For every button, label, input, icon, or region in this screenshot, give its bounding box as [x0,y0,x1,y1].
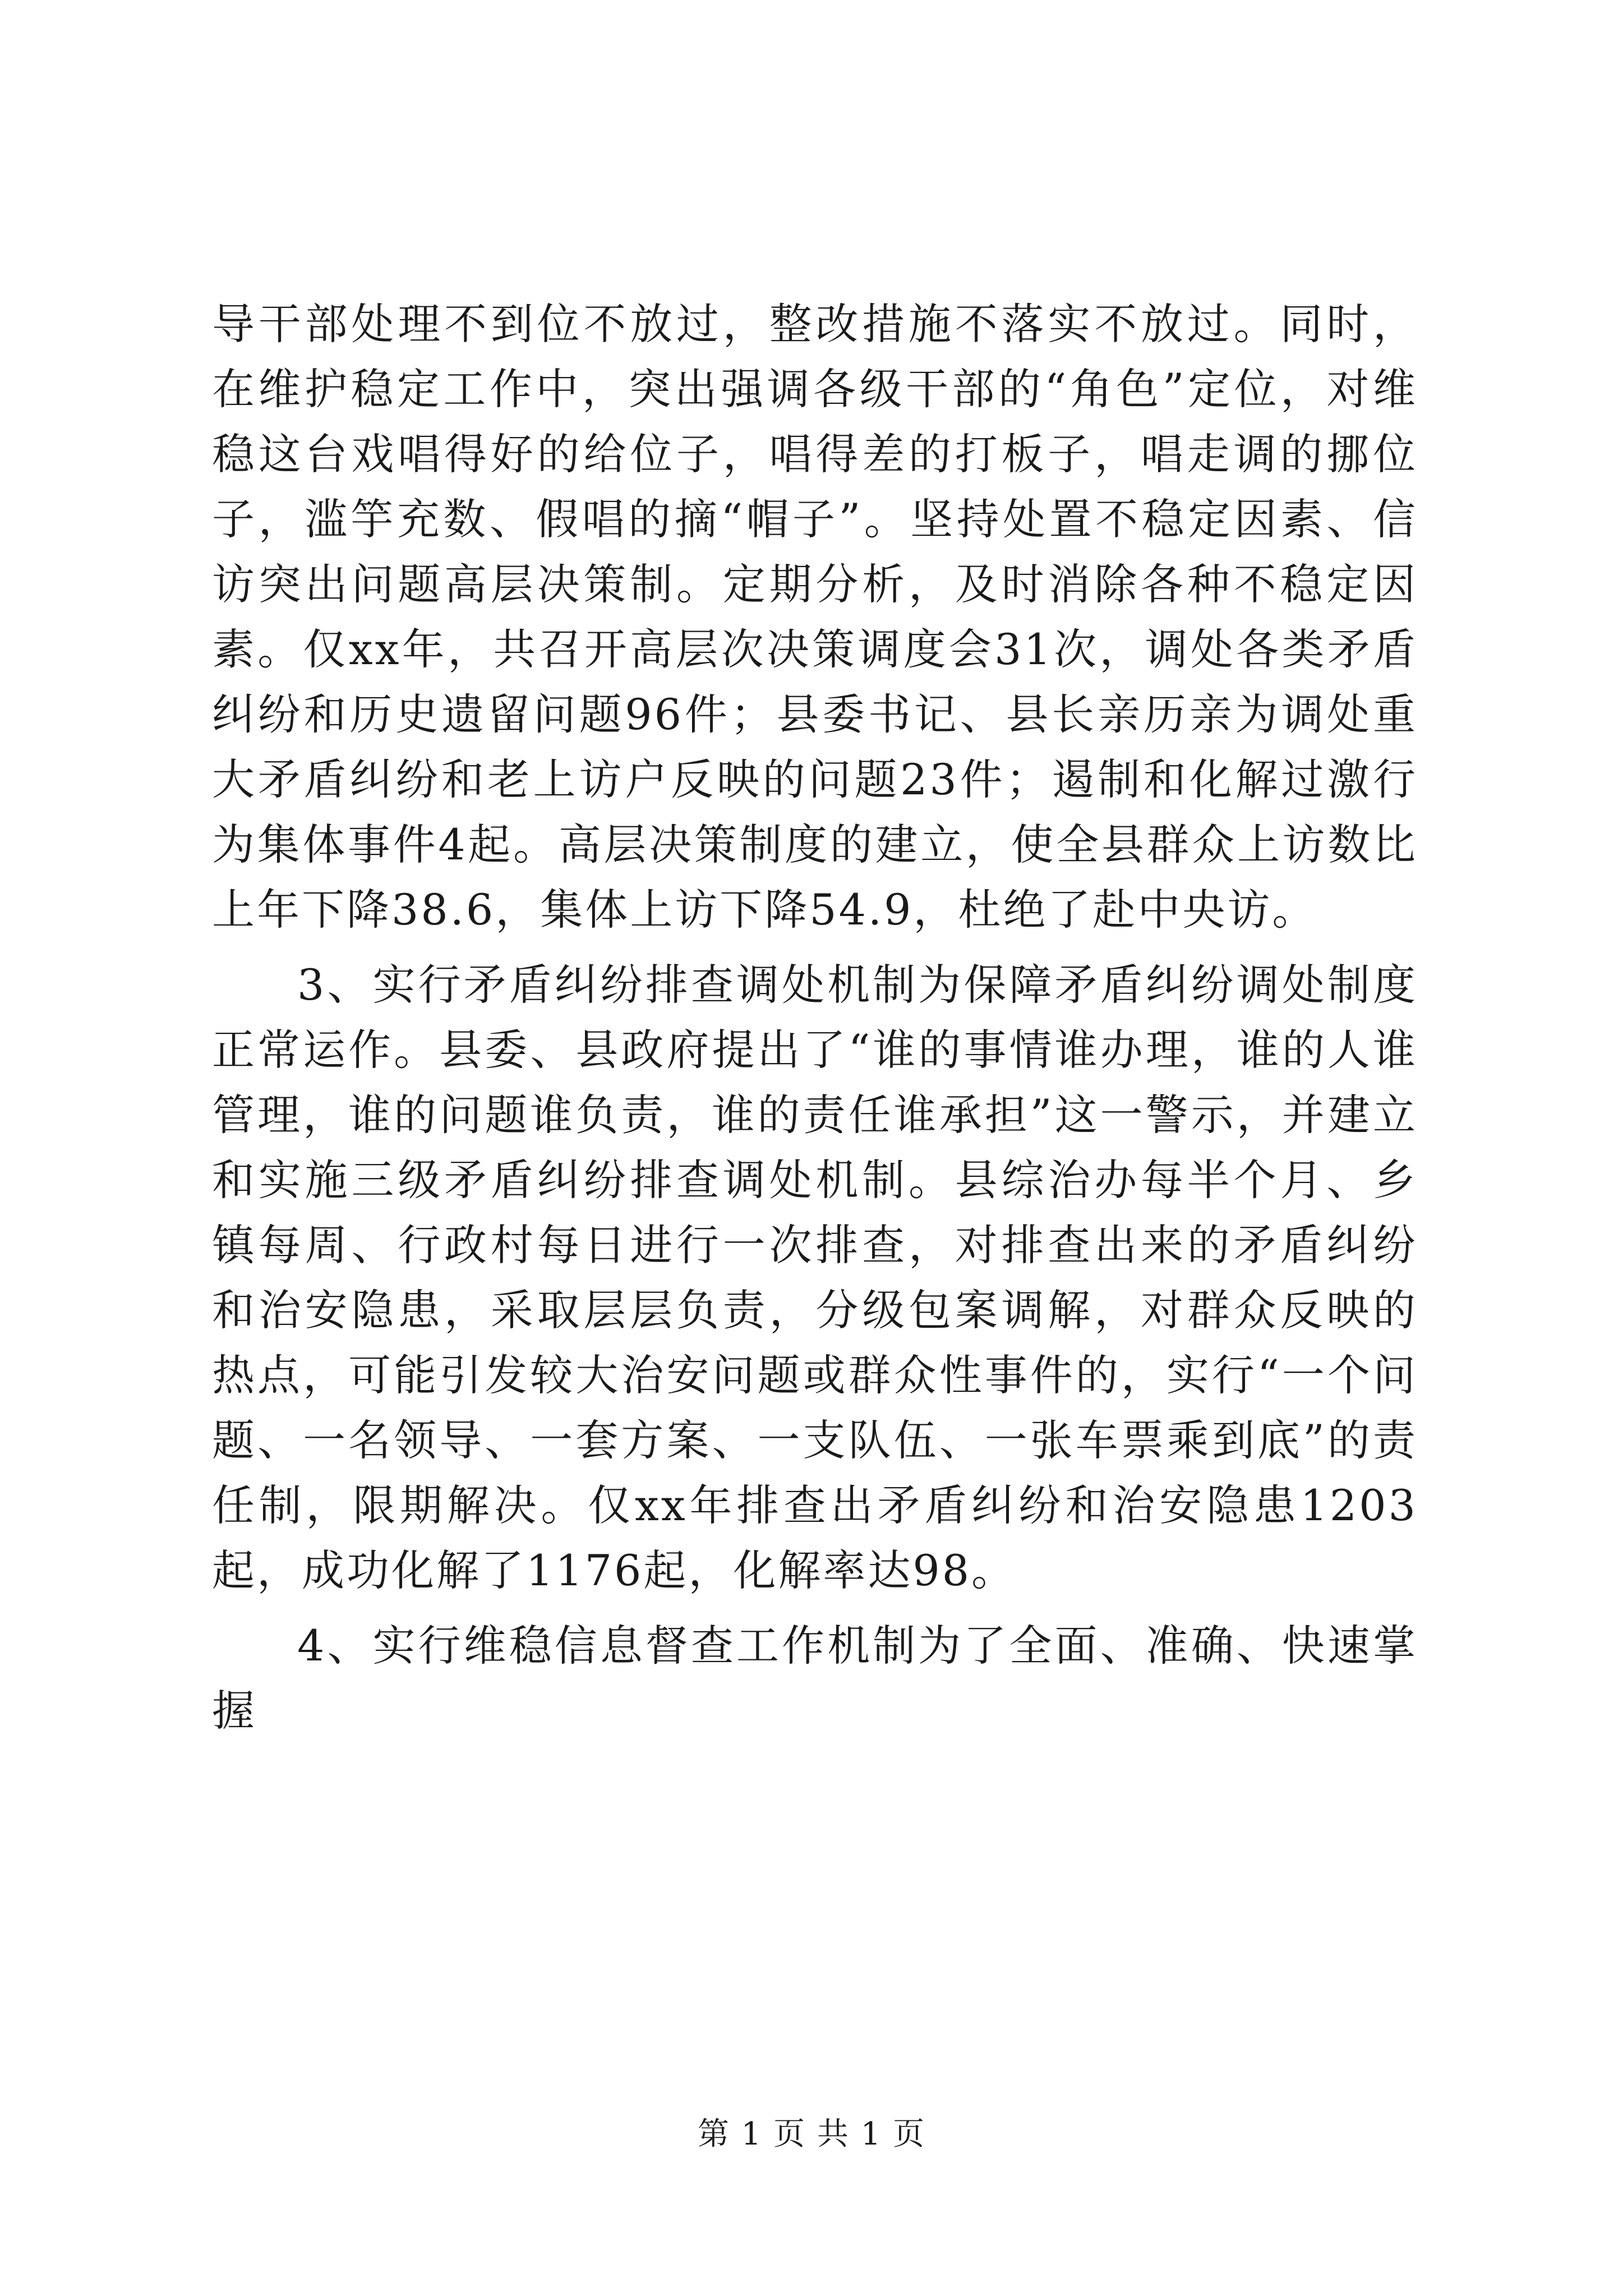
page-number-label: 第 1 页 共 1 页 [697,2116,926,2152]
paragraph: 4、实行维稳信息督查工作机制为了全面、准确、快速掌握 [212,1621,1418,1736]
page-footer [0,2115,1623,2154]
document-body [212,292,1418,1743]
paragraph: 导干部处理不到位不放过，整改措施不落实不放过。同时，在维护稳定工作中，突出强调各级干部的“角色”定位，对维稳这台戏唱得好的给位子，唱得差的打板子，唱走调的挪位子，滥竽充数、假唱的摘“帽子”。坚持处置不稳定因素、信访突出问题高层决策制。定期分析，及时消除各种不稳定因素。仅xx年，共召开高层次决策调度会31次，调处各类矛盾纠纷和历史遗留问题96件；县委书记、县长亲历亲为调处重大矛盾纠纷和老上访户反映的问题23件；遏制和化解过激行为集体事件4起。高层决策制度的建立，使全县群众上访数比上年下降38.6，集体上访下降54.9，杜绝了赴中央访。 [212,299,1418,935]
paragraph: 3、实行矛盾纠纷排查调处机制为保障矛盾纠纷调处制度正常运作。县委、县政府提出了“谁的事情谁办理，谁的人谁管理，谁的问题谁负责，谁的责任谁承担”这一警示，并建立和实施三级矛盾纠纷排查调处机制。县综治办每半个月、乡镇每周、行政村每日进行一次排查，对排查出来的矛盾纠纷和治安隐患，采取层层负责，分级包案调解，对群众反映的热点，可能引发较大治安问题或群众性事件的，实行“一个问题、一名领导、一套方案、一支队伍、一张车票乘到底”的责任制，限期解决。仅xx年排查出矛盾纠纷和治安隐患1203起，成功化解了1176起，化解率达98。 [212,960,1418,1595]
